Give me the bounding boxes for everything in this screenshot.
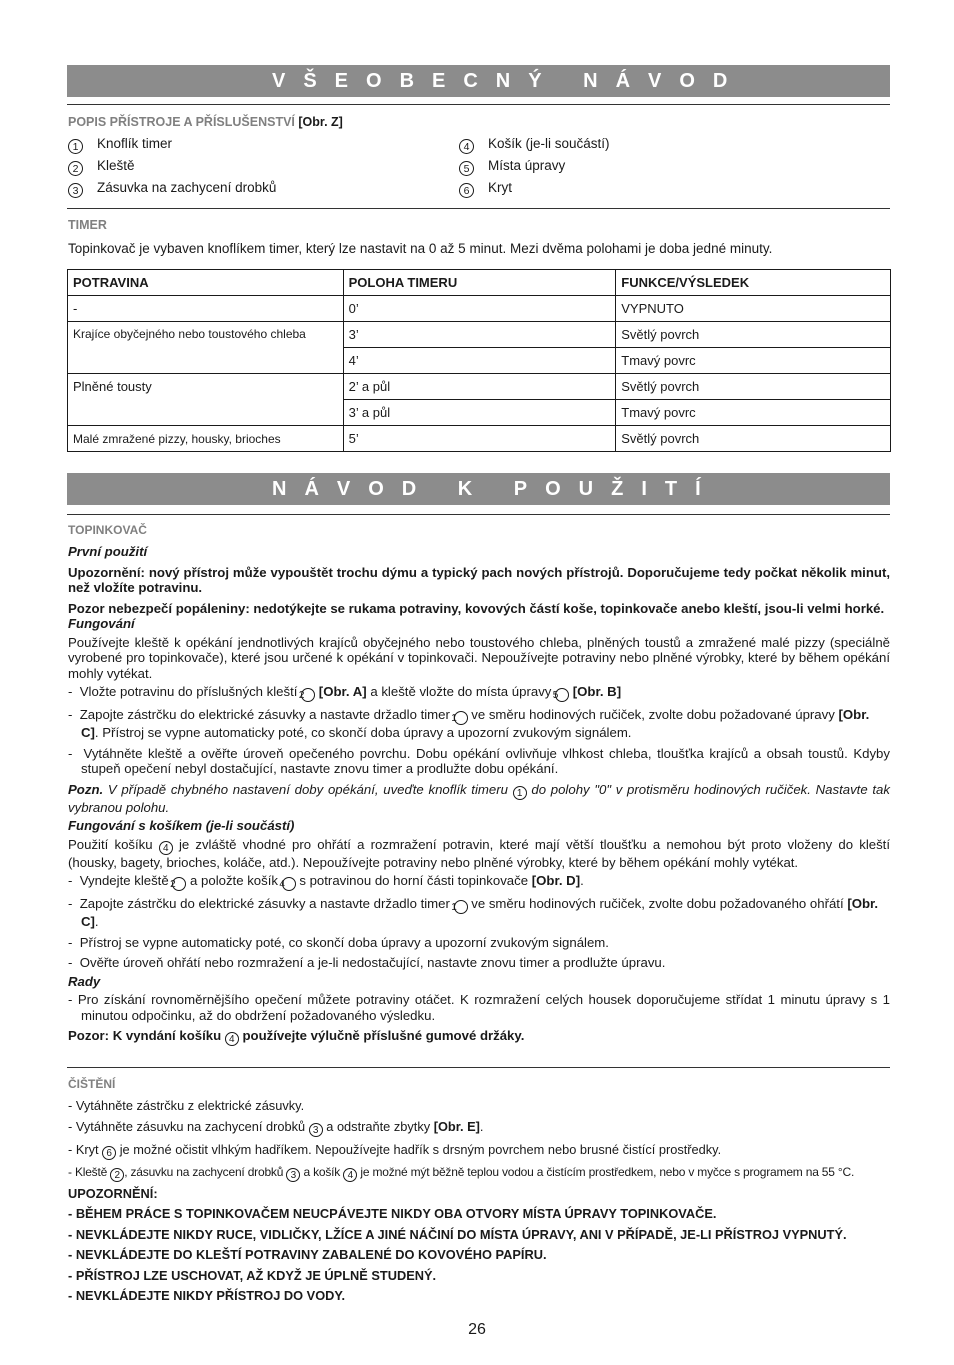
step-text: Přístroj se vypne automaticky poté, co skončí doba úpravy a upozorní zvukovým signálem. (79, 934, 609, 950)
basket-text-part: je zvláště vhodné pro ohřátí a rozmražení potravin, které mají větší tloušťku a nemohou být proto vloženy do kleští (housky, bagety, brioches, koláče, atd.). Nepoužívejte potraviny nebo plněné výrobky, které by během opékání mohly vytékat. (68, 836, 891, 870)
cleaning-item: - Vytáhněte zásuvku na zachycení drobků 3 a odstraňte zbytky [Obr. E]. (68, 1118, 484, 1136)
cleaning-text: je možné očistit vlhkým hadříkem. Nepoužívejte hadřík s drsným povrchem nebo brusné čistící prostředky. (119, 1141, 722, 1157)
figure-ref: [Obr. C] (81, 707, 870, 740)
part-number: 4 (459, 139, 474, 154)
step-text: Zapojte zástrčku do elektrické zásuvky a nastavte držadlo timer (79, 707, 450, 722)
part-number: 2 (68, 161, 83, 176)
part-label: Knoflík timer (97, 136, 173, 151)
table-row (68, 426, 891, 452)
divider (67, 208, 890, 209)
cleaning-item: - Kleště 2 , zásuvku na zachycení drobků 3 a košík 4 je možné mýt běžně teplou vodou a čistícím prostředkem, nebo v myčce s programem na 55 °C. (68, 1164, 855, 1181)
part-item (68, 180, 276, 198)
step-2: - Zapojte zástrčku do elektrické zásuvky a nastavte držadlo timer 1 ve směru hodinových ručiček, zvolte dobu požadované úpravy [Obr. C]. Přístroj se vypne automaticky poté, co skončí doba úpravy a upozorní zvukovým signálem. (68, 707, 870, 740)
cleaning-item: - Kryt 6 je možné očistit vlhkým hadříkem. Nepoužívejte hadřík s drsným povrchem nebo brusné čistící prostředky. (68, 1141, 722, 1159)
part-number: 3 (68, 183, 83, 198)
basket-warning (68, 1028, 890, 1046)
tongs-number: 2 (172, 877, 186, 891)
figure-ref: [Obr. E] (433, 1118, 480, 1134)
cleaning-text: , zásuvku na zachycení drobků (124, 1164, 284, 1179)
cleaning-text: Vytáhněte zásuvku na zachycení drobků (75, 1118, 306, 1134)
part-label: Kleště (97, 158, 135, 173)
table-cell-position: 4’ (343, 348, 616, 374)
part-item (459, 136, 610, 154)
basket-title: Fungování s košíkem (je-li součástí) (68, 818, 295, 833)
part-label: Kryt (488, 180, 513, 195)
usage-instructions-banner (67, 473, 890, 505)
cover-number: 6 (102, 1146, 116, 1160)
column-header: POTRAVINA (68, 270, 344, 296)
part-item (459, 158, 565, 176)
step-text: Vytáhněte kleště a ověřte úroveň opečeného povrchu. Dobu opékání ovlivňuje vlhkost chleba, tloušťka krajíců a obsah toustů. Kdyby stupeň opečení nebyl dostačující, nastavte znovu timer a prodlužte dobu opékání. (81, 745, 890, 776)
part-label: Místa úpravy (488, 158, 566, 173)
warnings-title: UPOZORNĚNÍ: (68, 1185, 158, 1201)
timer-table (67, 269, 891, 452)
part-number: 1 (68, 139, 83, 154)
first-use-title: První použití (68, 544, 148, 559)
operation-title: Fungování (68, 616, 135, 631)
cleaning-text: Kleště (74, 1164, 108, 1179)
step-text: a položte košík (190, 873, 278, 888)
step-text: ve směru hodinových ručiček, zvolte dobu požadované úpravy (471, 707, 835, 722)
figure-ref: [Obr. D] (531, 873, 581, 888)
parts-heading (68, 115, 343, 129)
banner-title: NÁVOD K POUŽITÍ (272, 478, 719, 500)
basket-step-1: - Vyndejte kleště 2 a položte košík 4 s potravinou do horní části topinkovače [Obr. D]. (68, 873, 584, 890)
note-label: Pozn. (68, 781, 104, 797)
step-3: - Vytáhněte kleště a ověřte úroveň opečeného povrchu. Dobu opékání ovlivňuje vlhkost chleba, tloušťka krajíců a obsah toustů. Kdyby stupeň opečení nebyl dostačující, nastavte znovu timer a prodlužte dobu opékání. (68, 745, 890, 776)
warning-line: - BĚHEM PRÁCE S TOPINKOVAČEM NEUCPÁVEJTE NIKDY OBA OTVORY MÍSTA ÚPRAVY TOPINKOVAČE. (68, 1206, 717, 1221)
table-cell-food: Plněné tousty (68, 374, 344, 426)
timer-knob-number: 1 (454, 900, 468, 914)
cleaning-text: a košík (303, 1164, 341, 1179)
crumb-tray-number: 3 (309, 1123, 323, 1137)
table-cell-position: 2’ a půl (343, 374, 616, 400)
page-number: 26 (468, 1321, 486, 1338)
part-label: Košík (je-li součástí) (488, 136, 610, 151)
basket-text-part: Použití košíku (68, 836, 153, 852)
basket-step-4: - Ověřte úroveň ohřátí nebo rozmražení a je-li nedostačující, nastavte znovu timer a prodlužte úpravu. (68, 955, 666, 970)
warning-text: Pozor: K vyndání košíku (68, 1028, 222, 1043)
table-cell-food: Krajíce obyčejného nebo toustového chleba (68, 322, 344, 374)
part-item (68, 136, 172, 154)
table-cell-position: 0’ (343, 296, 616, 322)
divider (67, 514, 890, 515)
step-text: Vložte potravinu do příslušných kleští (79, 684, 298, 699)
column-header: POLOHA TIMERU (343, 270, 616, 296)
figure-ref: [Obr. A] (318, 684, 367, 699)
timer-knob-number: 1 (454, 711, 468, 725)
basket-number: 4 (159, 841, 173, 855)
warning-line: - PŘÍSTROJ LZE USCHOVAT, AŽ KDYŽ JE ÚPLNĚ STUDENÝ. (68, 1267, 437, 1283)
table-header-row (68, 270, 891, 296)
banner-title: VŠEOBECNÝ NÁVOD (272, 70, 746, 92)
warning-line: - NEVKLÁDEJTE NIKDY RUCE, VIDLIČKY, LŽÍCE A JINÉ NÁČINÍ DO MÍSTA ÚPRAVY, ANI V PŘÍPADĚ, JE-LI PŘÍSTROJ VYPNUTÝ. (68, 1226, 847, 1242)
part-item (68, 158, 135, 176)
tips-text: - Pro získání rovnoměrnějšího opečení můžete potraviny otáčet. K rozmražení celých housek doporučujeme střídat 1 minutu úpravy s 1 minutou odpočinku, až do obdržení požadovaného výsledku. (68, 992, 890, 1023)
table-cell-result: Tmavý povrc (616, 348, 891, 374)
cleaning-body (68, 1098, 890, 1304)
cleaning-text: a odstraňte zbytky (326, 1118, 431, 1134)
step-text: Vyndejte kleště (79, 873, 169, 888)
step-1: - Vložte potravinu do příslušných kleští 2 [Obr. A] a kleště vložte do místa úpravy 5 [Obr. B] (68, 684, 622, 701)
basket-text (68, 837, 890, 871)
cleaning-text: Kryt (75, 1141, 99, 1157)
basket-number: 4 (282, 877, 296, 891)
column-header: FUNKCE/VÝSLEDEK (616, 270, 891, 296)
table-cell-position: 5’ (343, 426, 616, 452)
timer-description: Topinkovač je vybaven knoflíkem timer, který lze nastavit na 0 až 5 minut. Mezi dvěma polohami je doba jedné minuty. (68, 241, 773, 256)
parts-heading-text: POPIS PŘÍSTROJE A PŘÍSLUŠENSTVÍ (68, 115, 295, 129)
divider (67, 1067, 890, 1068)
step-text: Přístroj se vypne automaticky poté, co skončí doba úpravy a upozorní zvukovým signálem. (102, 725, 632, 740)
table-cell-position: 3’ a půl (343, 400, 616, 426)
cleaning-text: Vytáhněte zástrčku z elektrické zásuvky. (75, 1098, 305, 1113)
step-text: a kleště vložte do místa úpravy (370, 684, 552, 699)
note (68, 782, 890, 816)
table-cell-position: 3’ (343, 322, 616, 348)
table-cell-food: Malé zmražené pizzy, housky, brioches (68, 426, 344, 452)
tongs-number: 2 (301, 688, 315, 702)
crumb-tray-number: 3 (286, 1168, 300, 1182)
tongs-number: 2 (110, 1168, 124, 1182)
table-row (68, 296, 891, 322)
table-cell-result: Tmavý povrc (616, 400, 891, 426)
basket-step-3: - Přístroj se vypne automaticky poté, co skončí doba úpravy a upozorní zvukovým signálem. (68, 934, 609, 950)
basket-number: 4 (225, 1032, 239, 1046)
basket-step-2: - Zapojte zástrčku do elektrické zásuvky a nastavte držadlo timer 1 ve směru hodinových ručiček, zvolte dobu požadovaného ohřátí [Obr. C]. (68, 896, 879, 929)
table-cell-result: VYPNUTO (616, 296, 891, 322)
operation-text: Používejte kleště k opékání jendnotlivých krajíců obyčejného nebo toustového chleba, plněných toustů a zmražené malé pizzy (speciálně vyrobené pro topinkovače), které jsou určené k opékání v topinkovači. Nepoužívejte potraviny nebo plněné výrobky, které by během opékání mohly vytékat. (68, 634, 890, 681)
warning-line: - NEVKLÁDEJTE NIKDY PŘÍSTROJ DO VODY. (68, 1288, 346, 1303)
general-instructions-banner (67, 65, 890, 97)
toasting-slot-number: 5 (555, 688, 569, 702)
step-text: Ověřte úroveň ohřátí nebo rozmražení a je-li nedostačující, nastavte znovu timer a prodlužte úpravu. (79, 955, 666, 970)
table-cell-result: Světlý povrch (616, 374, 891, 400)
table-row (68, 374, 891, 400)
table-row (68, 322, 891, 348)
toaster-heading: TOPINKOVAČ (68, 523, 147, 537)
cleaning-item: - Vytáhněte zástrčku z elektrické zásuvky. (68, 1098, 305, 1113)
figure-ref: [Obr. B] (572, 684, 622, 699)
step-text: s potravinou do horní části topinkovače (299, 873, 529, 888)
cleaning-heading: ČIŠTĚNÍ (68, 1077, 116, 1091)
divider (67, 104, 890, 105)
tip-text: Pro získání rovnoměrnějšího opečení můžete potraviny otáčet. K rozmražení celých housek doporučujeme střídat 1 minutu úpravy s 1 minutou odpočinku, až do obdržení požadovaného výsledku. (77, 992, 890, 1023)
basket-number: 4 (343, 1168, 357, 1182)
warning-line: - NEVKLÁDEJTE DO KLEŠTÍ POTRAVINY ZABALENÉ DO KOVOVÉHO PAPÍRU. (68, 1247, 547, 1262)
part-label: Zásuvka na zachycení drobků (97, 180, 277, 195)
table-cell-result: Světlý povrch (616, 322, 891, 348)
parts-figure-ref: [Obr. Z] (298, 115, 343, 129)
part-item (459, 180, 512, 198)
burn-warning: Pozor nebezpečí popáleniny: nedotýkejte se rukama potraviny, kovových částí koše, topinkovače anebo kleští, jsou-li velmi horké. (68, 600, 885, 616)
figure-ref: [Obr. C] (81, 896, 879, 929)
warning-text: používejte výlučně příslušné gumové držáky. (242, 1028, 525, 1043)
timer-knob-number: 1 (513, 786, 527, 800)
table-cell-result: Světlý povrch (616, 426, 891, 452)
part-number: 6 (459, 183, 474, 198)
part-number: 5 (459, 161, 474, 176)
tips-title: Rady (68, 973, 101, 989)
step-text: ve směru hodinových ručiček, zvolte dobu požadovaného ohřátí (471, 896, 844, 911)
new-device-warning: Upozornění: nový přístroj může vypouštět trochu dýmu a typický pach nových přístrojů. Doporučujeme tedy počkat několik minut, než vložíte potravinu. (68, 564, 890, 595)
table-cell-food: - (68, 296, 344, 322)
timer-heading: TIMER (68, 218, 107, 232)
step-text: Zapojte zástrčku do elektrické zásuvky a nastavte držadlo timer (79, 896, 450, 911)
note-text: V případě chybného nastavení doby opékání, uveďte knoflík timeru (107, 781, 508, 797)
cleaning-text: je možné mýt běžně teplou vodou a čistícím prostředkem, nebo v myčce s programem na 55 °C. (360, 1164, 855, 1179)
toaster-body (68, 544, 890, 1046)
note-text: do polohy "0" v protisměru hodinových ručiček. Nastavte tak vybranou polohu. (68, 781, 890, 815)
